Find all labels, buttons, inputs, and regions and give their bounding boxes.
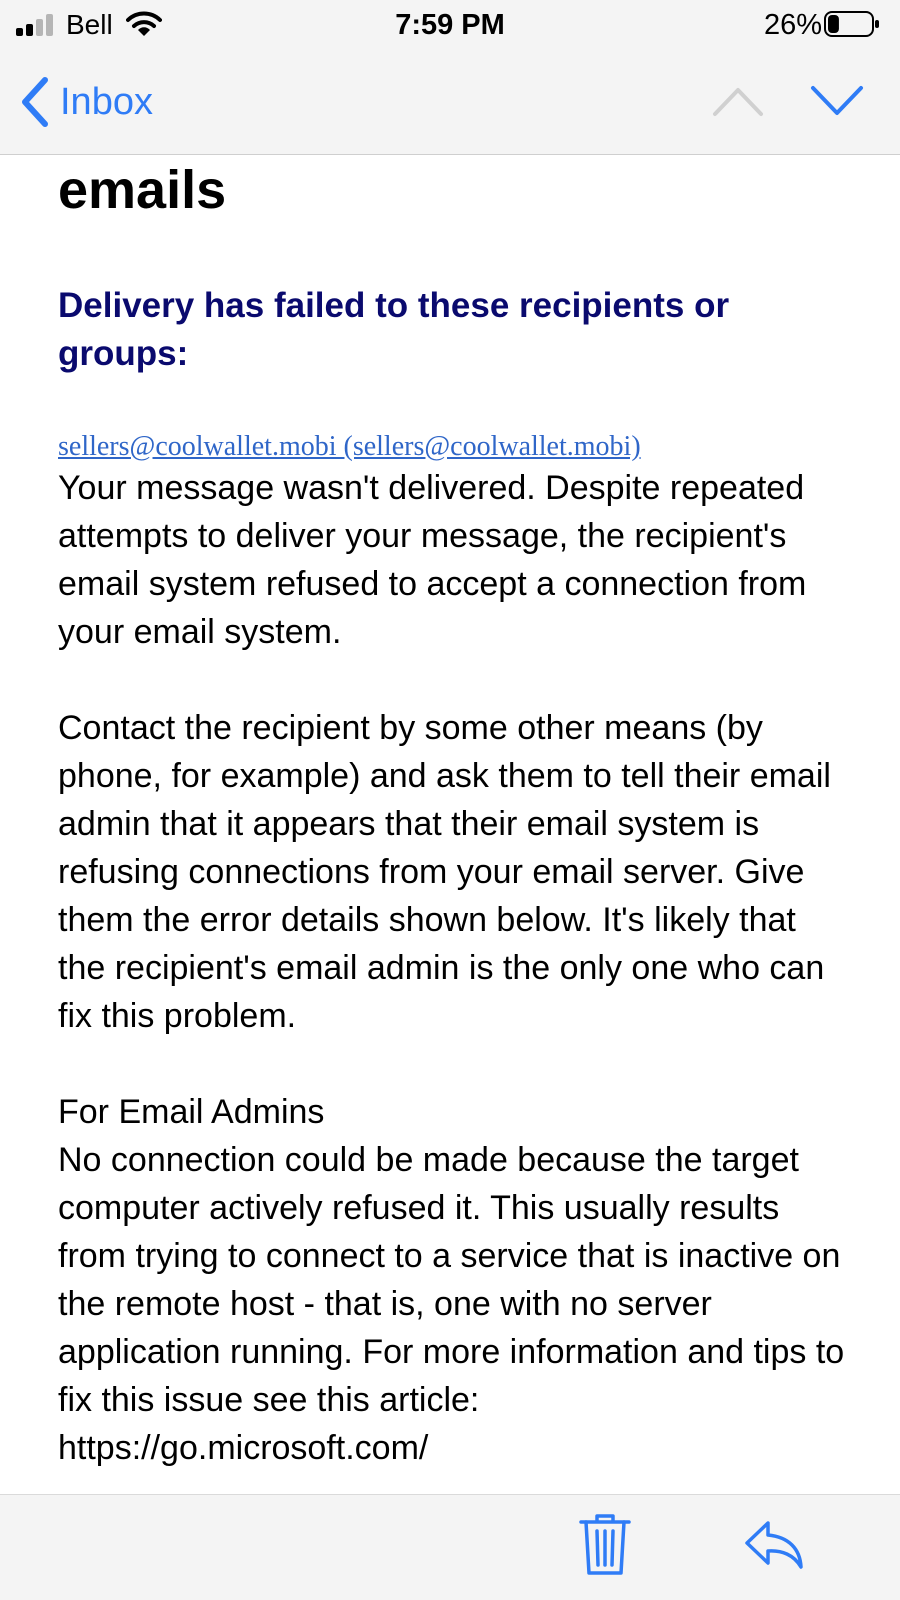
reply-button[interactable]: [744, 1519, 804, 1571]
delivery-failed-heading: Delivery has failed to these recipients or groups:: [58, 286, 730, 373]
admin-section-heading: For Email Admins: [58, 1093, 325, 1131]
message-body[interactable]: [58, 154, 848, 1494]
admin-section-text: No connection could be made because the target computer actively refused it. This usually results from trying to connect to a service that is inactive on the remote host - that is, one with no server application running. For more information and tips to fix this issue see this article: https://go.microsoft.com/: [58, 1141, 845, 1467]
message-paragraph: Contact the recipient by some other means (by phone, for example) and ask them to tell their email admin that it appears that their email system is refusing connections from your email server. Give them the error details shown below. It's likely that the recipient's email admin is the only one who can fix this problem.: [58, 709, 831, 1035]
recipient-address-link[interactable]: sellers@coolwallet.mobi (sellers@coolwallet.mobi): [58, 431, 641, 462]
trash-icon: [581, 1516, 629, 1573]
status-time: 7:59 PM: [395, 9, 505, 41]
message-subject: emails: [58, 160, 227, 220]
previous-message-button[interactable]: [712, 80, 764, 120]
navigation-bar: [0, 60, 900, 140]
status-bar: [0, 0, 900, 50]
back-to-inbox-button[interactable]: [18, 76, 153, 128]
carrier-name: Bell: [66, 9, 113, 40]
back-button-label: Inbox: [60, 81, 153, 123]
battery-percentage: 26%: [763, 9, 822, 41]
chevron-up-icon: [715, 90, 761, 114]
reply-icon: [747, 1523, 801, 1567]
next-message-button[interactable]: [810, 80, 864, 120]
message-paragraph: Your message wasn't delivered. Despite repeated attempts to deliver your message, the recipient's email system refused to accept a connection from your email system.: [58, 469, 807, 651]
bottom-toolbar: [0, 1494, 900, 1600]
battery-icon: [824, 10, 880, 38]
top-bar: [0, 0, 900, 155]
chevron-down-icon: [813, 88, 861, 113]
trash-button[interactable]: [578, 1513, 632, 1577]
chevron-left-icon: [18, 76, 52, 128]
